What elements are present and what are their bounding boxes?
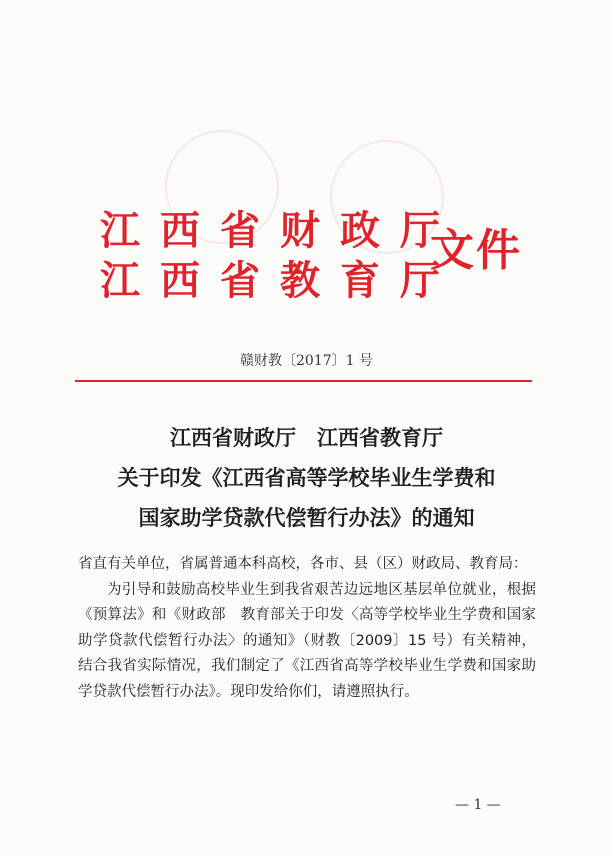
page-number: — 1 — <box>455 797 501 813</box>
red-divider <box>75 380 532 382</box>
doc-type-label: 文件 <box>430 225 522 276</box>
title-line: 江西省财政厅 江西省教育厅 <box>170 425 443 450</box>
issuer-line-education: 江西省教育厅 <box>100 257 460 304</box>
title-line: 关于印发《江西省高等学校毕业生学费和 <box>117 465 496 490</box>
body-paragraph: 为引导和鼓励高校毕业生到我省艰苦边远地区基层单位就业，根据《预算法》和《财政部 教育部关于印发〈高等学校毕业生学费和国家助学贷款代偿暂行办法〉的通知》（财教〔2009〕15 号）有关精神，结合我省实际情况，我们制定了《江西省高等学校毕业生学费和国家助学贷款代偿暂行办法》。现印发给你们，请遵照执行。 <box>78 581 536 700</box>
title-line: 国家助学贷款代偿暂行办法》的通知 <box>138 505 475 530</box>
issuing-authorities <box>100 206 460 306</box>
addressee-line: 省直有关单位，省属普通本科高校，各市、县（区）财政局、教育局： <box>78 556 528 572</box>
issuer-line-finance: 江西省财政厅 <box>100 207 460 254</box>
notice-title <box>0 418 613 538</box>
notice-body <box>78 552 536 705</box>
document-number: 赣财教〔2017〕1 号 <box>240 353 373 369</box>
